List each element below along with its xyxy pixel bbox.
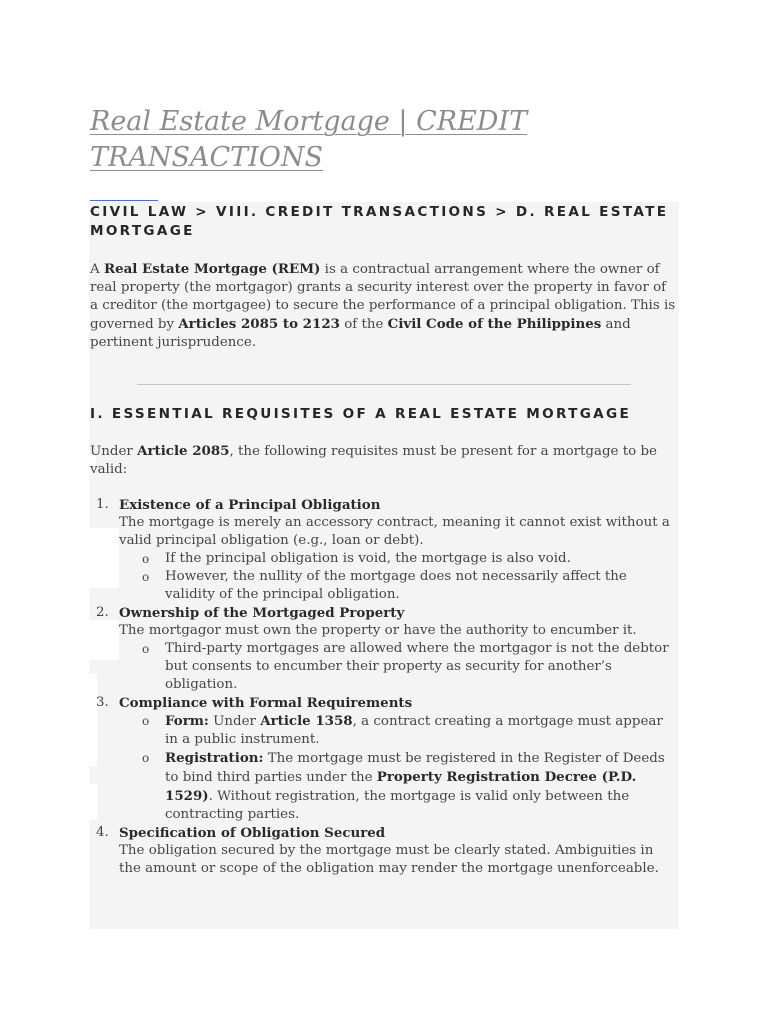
- item-description: The obligation secured by the mortgage must be clearly stated. Ambiguities in the amount or scope of the obligation may render the mortgage unenforceable.: [119, 843, 659, 876]
- bullet-icon: o: [142, 714, 150, 728]
- item-title: Existence of a Principal Obligation: [119, 497, 381, 513]
- list-item: [90, 604, 678, 694]
- sub-item-decree: Property Registration Decree (P.D. 1529): [165, 769, 637, 804]
- sub-item-text: Under: [208, 714, 261, 729]
- item-title: Specification of Obligation Secured: [119, 825, 386, 841]
- list-item: [90, 824, 678, 878]
- intro-text: and pertinent jurisprudence.: [90, 317, 631, 350]
- bullet-icon: o: [142, 751, 150, 765]
- intro-term: Real Estate Mortgage (REM): [103, 261, 321, 277]
- sub-list-item: [142, 712, 678, 749]
- sub-list-item: [142, 640, 678, 694]
- intro-text: is a contractual arrangement where the owner of real property (the mortgagor) grants a security interest over the property in favor of a creditor (the mortgagee) to secure the performance of a principal obligation. This is governed by: [90, 262, 676, 332]
- lead-text: Under: [90, 444, 138, 459]
- sub-item-label: Form:: [165, 713, 209, 729]
- sub-list: [119, 712, 678, 824]
- sub-list: [119, 640, 678, 694]
- item-number: 3.: [96, 695, 109, 710]
- intro-articles: Articles 2085 to 2123: [178, 316, 340, 332]
- article-content: [90, 202, 678, 878]
- item-description: The mortgage is merely an accessory contract, meaning it cannot exist without a valid principal obligation (e.g., loan or debt).: [119, 515, 670, 548]
- sub-item-text: Third-party mortgages are allowed where the mortgagor is not the debtor but consents to encumber their property as security for another’s obligation.: [165, 641, 669, 692]
- sub-item-text: . Without registration, the mortgage is valid only between the contracting parties.: [165, 789, 630, 822]
- sub-item-text: The mortgage must be registered in the Register of Deeds to bind third parties under the: [165, 751, 665, 785]
- sub-list-item: [142, 550, 678, 568]
- item-number: 2.: [96, 605, 109, 620]
- sub-item-article: Article 1358: [260, 713, 353, 729]
- sub-item-label: Registration:: [165, 750, 264, 766]
- lead-text: , the following requisites must be present for a mortgage to be valid:: [90, 444, 657, 477]
- bullet-icon: o: [142, 642, 150, 656]
- requisites-list: [90, 496, 678, 878]
- page-title: Real Estate Mortgage | CREDIT TRANSACTIONS: [90, 106, 528, 173]
- section-lead: [90, 442, 678, 479]
- sub-list: [119, 550, 678, 604]
- intro-text: of the: [339, 317, 388, 332]
- title-accent-rule: [90, 200, 158, 201]
- item-title: Compliance with Formal Requirements: [119, 695, 413, 711]
- section-heading: I. ESSENTIAL REQUISITES OF A REAL ESTATE MORTGAGE: [90, 406, 632, 422]
- section-divider: [137, 384, 631, 385]
- item-number: 1.: [96, 497, 109, 512]
- sub-list-item: [142, 568, 678, 604]
- bullet-icon: o: [142, 570, 150, 584]
- item-number: 4.: [96, 825, 109, 840]
- intro-paragraph: [90, 260, 678, 352]
- sub-item-text: If the principal obligation is void, the mortgage is also void.: [165, 551, 571, 566]
- intro-code: Civil Code of the Philippines: [387, 316, 602, 332]
- list-item: [90, 496, 678, 604]
- bullet-icon: o: [142, 552, 150, 566]
- item-description: The mortgagor must own the property or have the authority to encumber it.: [119, 623, 637, 638]
- intro-text: A: [90, 262, 104, 277]
- breadcrumb: CIVIL LAW > VIII. CREDIT TRANSACTIONS > D. REAL ESTATE MORTGAGE: [90, 204, 669, 239]
- sub-list-item: [142, 749, 678, 824]
- lead-article: Article 2085: [137, 443, 230, 459]
- sub-item-text: However, the nullity of the mortgage does not necessarily affect the validity of the principal obligation.: [165, 569, 627, 602]
- list-item: [90, 694, 678, 824]
- item-title: Ownership of the Mortgaged Property: [119, 605, 405, 621]
- sub-item-text: , a contract creating a mortgage must appear in a public instrument.: [165, 714, 663, 747]
